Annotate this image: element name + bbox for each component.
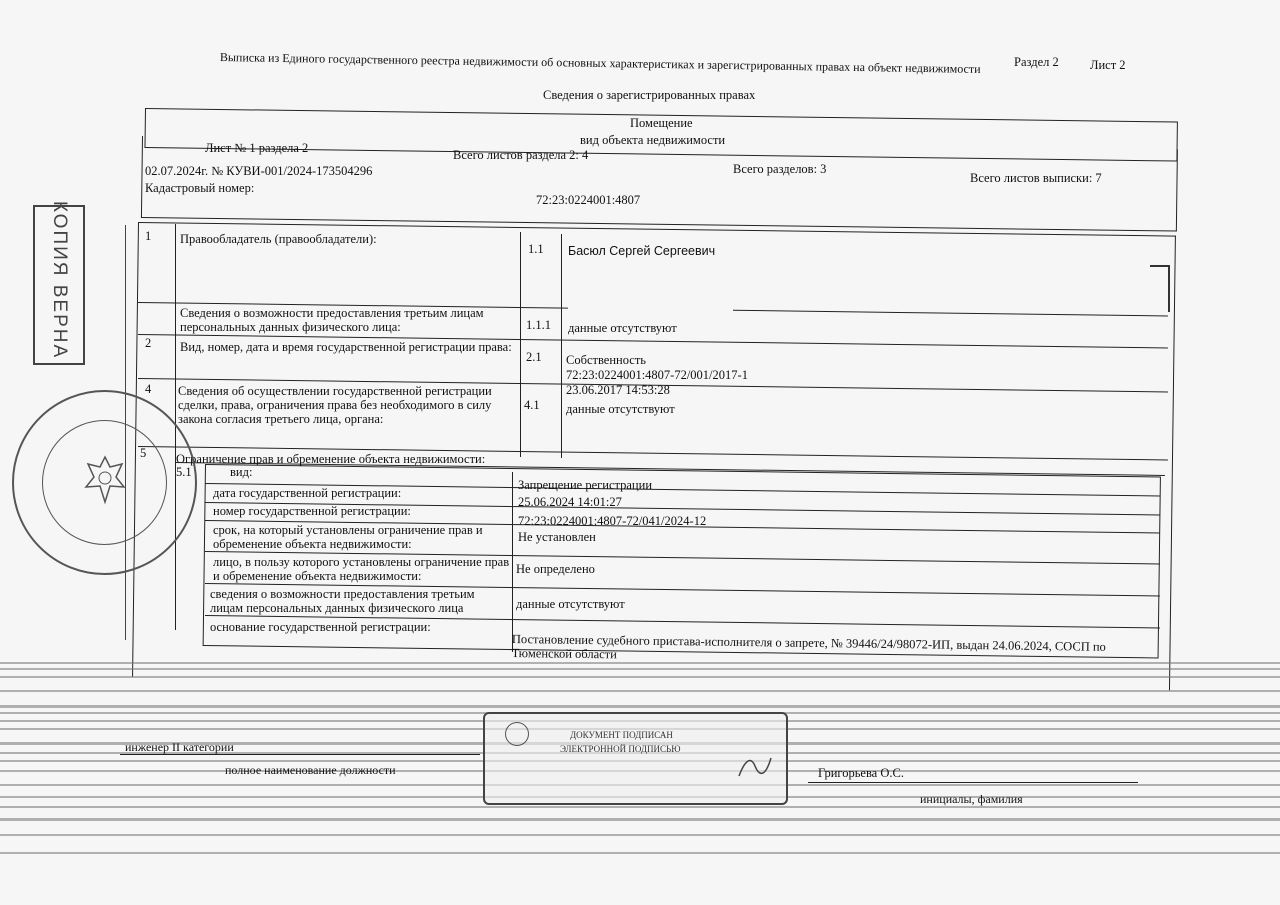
scan-line — [0, 705, 1280, 708]
rightholder-label: Правообладатель (правообладатели): — [180, 232, 377, 246]
consent-value: данные отсутствуют — [566, 402, 675, 416]
encumbrance-date-value: 25.06.2024 14:01:27 — [518, 495, 622, 509]
scan-line — [0, 676, 1280, 678]
document-title: Выписка из Единого государственного реестра недвижимости об основных характеристиках и зарегистрированных правах на объект недвижимости — [219, 50, 981, 76]
signature-scribble-icon — [735, 752, 775, 787]
row-subnumber: 1.1 — [528, 242, 544, 256]
total-section-sheets: Всего листов раздела 2: 4 — [453, 148, 589, 162]
row-number: 1 — [145, 229, 152, 243]
signer-name: Григорьева О.С. — [818, 766, 904, 780]
e-signature-subtitle: ЭЛЕКТРОННОЙ ПОДПИСЬЮ — [560, 744, 681, 754]
official-position: инженер II категории — [125, 740, 234, 754]
row-number: 2 — [145, 336, 152, 350]
scan-line — [0, 834, 1280, 836]
encumbrance-term-value: Не установлен — [518, 530, 596, 544]
encumbrance-number-value: 72:23:0224001:4807-72/041/2024-12 — [518, 514, 707, 528]
row-number: 5 — [140, 446, 147, 460]
total-sections: Всего разделов: 3 — [733, 162, 827, 176]
encumbrance-third-party-label: сведения о возможности предоставления третьим лицам персональных данных физического лица — [210, 587, 475, 615]
rightholder-name: Басюл Сергей Сергеевич — [568, 244, 716, 258]
signer-caption: инициалы, фамилия — [920, 792, 1023, 806]
signer-underline — [808, 782, 1138, 783]
row-subnumber: 2.1 — [526, 350, 542, 364]
scan-line — [0, 690, 1280, 692]
right-type: Собственность — [566, 353, 646, 367]
registration-basis-label: основание государственной регистрации: — [210, 620, 431, 634]
sheet-label: Лист 2 — [1090, 58, 1126, 72]
encumbrance-type-value: Запрещение регистрации — [518, 478, 653, 492]
scan-line — [0, 818, 1280, 821]
object-kind: Помещение — [630, 116, 693, 130]
e-signature-stamp — [483, 712, 788, 805]
table-divider — [520, 232, 521, 457]
redaction — [568, 258, 733, 318]
e-signature-title: ДОКУМЕНТ ПОДПИСАН — [570, 730, 673, 740]
row-number: 4 — [145, 382, 152, 396]
row-subnumber: 4.1 — [524, 398, 540, 412]
beneficiary-value: Не определено — [516, 562, 595, 576]
sheet-of-section: Лист № 1 раздела 2 — [205, 141, 309, 155]
third-party-label: Сведения о возможности предоставления третьим лицам персональных данных физического лица: — [180, 306, 484, 334]
scan-line — [0, 852, 1280, 854]
copy-certified-text: КОПИЯ ВЕРНА — [49, 200, 70, 360]
encumbrance-number-label: номер государственной регистрации: — [213, 504, 411, 518]
scan-line — [0, 662, 1280, 664]
round-seal — [12, 390, 197, 575]
total-extract-sheets: Всего листов выписки: 7 — [970, 171, 1102, 185]
registration-basis-value: Постановление судебного пристава-исполнителя о запрете, № 39446/24/98072-ИП, выдан 24.06.2024, СОСП по Тюменской области — [511, 632, 1106, 662]
section-label: Раздел 2 — [1014, 55, 1059, 69]
encumbrance-third-party-value: данные отсутствуют — [516, 597, 625, 611]
cadastral-label: Кадастровый номер: — [145, 181, 255, 195]
emblem-icon — [505, 722, 529, 746]
official-position-caption: полное наименование должности — [225, 763, 396, 777]
row-subnumber: 5.1 — [176, 465, 192, 479]
encumbrance-type-label: вид: — [230, 465, 253, 479]
third-party-value: данные отсутствуют — [568, 321, 677, 335]
object-kind-caption: вид объекта недвижимости — [580, 133, 726, 147]
cadastral-value: 72:23:0224001:4807 — [536, 193, 641, 207]
beneficiary-label: лицо, в пользу которого установлены ограничение прав и обременение объекта недвижимости: — [213, 555, 510, 583]
position-underline — [120, 754, 480, 755]
scan-line — [0, 668, 1280, 670]
registration-label: Вид, номер, дата и время государственной регистрации права: — [180, 340, 512, 354]
eagle-emblem-icon — [80, 452, 130, 507]
date-number: 02.07.2024г. № КУВИ-001/2024-173504296 — [145, 164, 373, 178]
row-subnumber: 1.1.1 — [526, 318, 551, 332]
copy-certified-stamp — [33, 200, 85, 365]
section-subtitle: Сведения о зарегистрированных правах — [543, 88, 756, 102]
encumbrance-label: Ограничение прав и обременение объекта недвижимости: — [176, 452, 486, 466]
encumbrance-date-label: дата государственной регистрации: — [213, 486, 402, 500]
consent-label: Сведения об осуществлении государственной регистрации сделки, права, ограничения права без необходимого в силу закона согласия третьего лица, органа: — [178, 384, 492, 426]
right-number: 72:23:0224001:4807-72/001/2017-1 — [566, 368, 748, 382]
table-divider — [561, 234, 562, 458]
scan-line — [0, 806, 1280, 808]
encumbrance-term-label: срок, на который установлены ограничение прав и обременение объекта недвижимости: — [213, 523, 483, 551]
bracket-line — [1150, 265, 1170, 312]
right-datetime: 23.06.2017 14:53:28 — [566, 383, 670, 397]
